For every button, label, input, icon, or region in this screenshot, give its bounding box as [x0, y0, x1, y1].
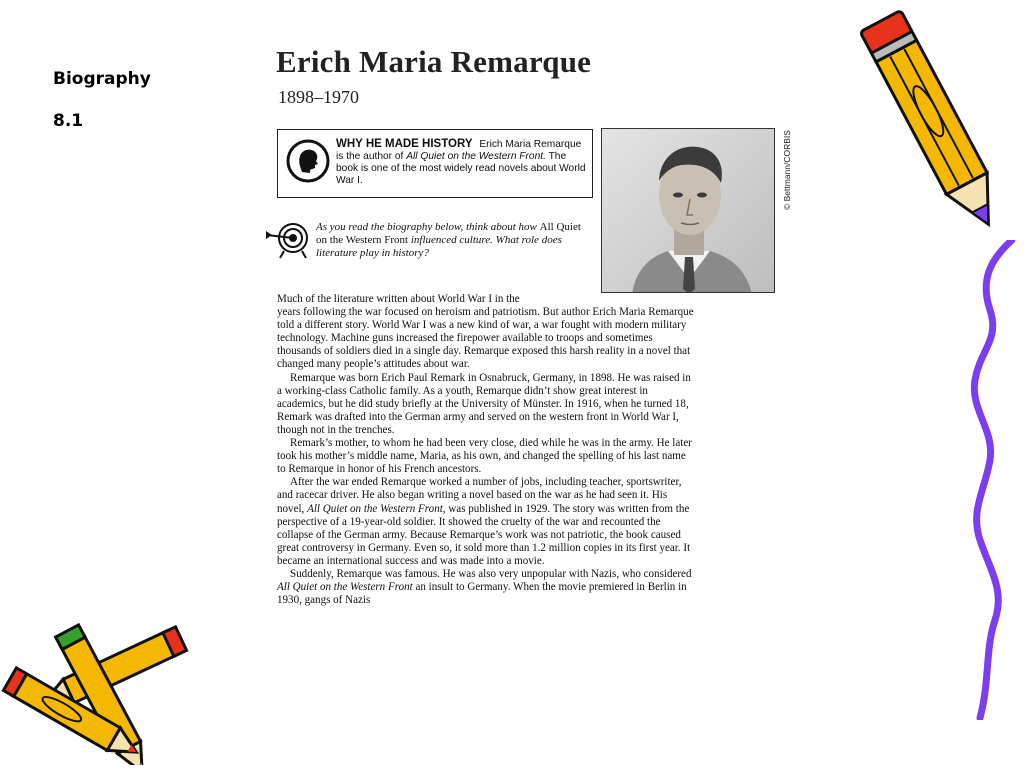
why-book-title: All Quiet on the Western Front.: [406, 151, 546, 162]
reading-prompt: [316, 221, 584, 260]
body-paragraph-1a: Much of the literature written about World War I in the: [277, 293, 520, 305]
p4-text-b: was published in 1929. The story was written from the perspective of a 19-year-old soldier. It showed the cruelty of the war and recounted the collapse of the German army. Because Remarque’s work was not patriotic, the book caused great controversy in Germany. Even so, it sold more than 1.2 million copies in its first year. It became an international success and was made into a movie.: [277, 502, 691, 567]
intro-part2: influenced culture. What role does literature play in history?: [316, 234, 562, 259]
body-paragraph-1b: years following the war focused on heroism and patriotism. But author Erich Maria Remarque told a different story. World War I was a new kind of war, a war fought with modern military technology. Machine guns increased the firepower available to troops and sometimes thousands of soldiers died in a single day. Remarque exposed this harsh reality in a novel that changed many people’s attitudes about war.: [277, 306, 694, 371]
pencil-clipart-icon: [858, 0, 1008, 245]
why-he-made-history-text: [336, 138, 586, 187]
p5-book-title: All Quiet on the Western Front: [277, 581, 413, 594]
crossed-pencils-clipart-icon: [0, 615, 205, 765]
body-paragraph-3: Remark’s mother, to whom he had been very close, died while he was in the army. He later took his mother’s middle name, Maria, as his own, and changed the spelling of his last name to Remarque in honor of his French ancestors.: [277, 437, 692, 476]
p4-book-title: All Quiet on the Western Front,: [307, 502, 446, 515]
head-silhouette-icon: [285, 138, 331, 184]
intro-book-title: All Quiet on the Western Front: [316, 221, 581, 246]
photo-credit: © Bettmann/CORBIS: [782, 130, 792, 210]
why-text-before: Erich Maria Remarque is the author of: [336, 139, 582, 162]
squiggle-line-icon: [960, 240, 1020, 720]
intro-part1: As you read the biography below, think about how: [316, 221, 537, 233]
why-heading: WHY HE MADE HISTORY: [336, 138, 473, 150]
biography-body: [277, 293, 697, 607]
body-paragraph-4: [277, 476, 697, 568]
p4-text-a: After the war ended Remarque worked a number of jobs, including teacher, sportswriter, and racecar driver. He also began writing a novel based on the war as he had seen it. His novel,: [277, 476, 682, 515]
why-he-made-history-box: [277, 129, 593, 198]
body-paragraph-5: [277, 568, 697, 607]
target-icon: [264, 217, 310, 259]
portrait-photo: [601, 128, 775, 293]
life-dates: 1898–1970: [278, 87, 359, 107]
p5-text-b: an insult to Germany. When the movie premiered in Berlin in 1930, gangs of Nazis: [277, 581, 687, 607]
why-text-after: The book is one of the most widely read novels about World War I.: [336, 151, 586, 186]
page-title: Erich Maria Remarque: [276, 44, 592, 79]
body-paragraph-2: Remarque was born Erich Paul Remark in Osnabruck, Germany, in 1898. He was raised in a working-class Catholic family. As a youth, Remarque didn’t show great interest in academics, but he did study briefly at the University of Münster. In 1916, when he turned 18, Remark was drafted into the German army and served on the western front in World War I, though not in the trenches.: [277, 371, 691, 436]
section-number: 8.1: [53, 111, 84, 131]
biography-label: Biography: [53, 69, 151, 89]
p5-text-a: Suddenly, Remarque was famous. He was also very unpopular with Nazis, who considered: [290, 567, 692, 580]
